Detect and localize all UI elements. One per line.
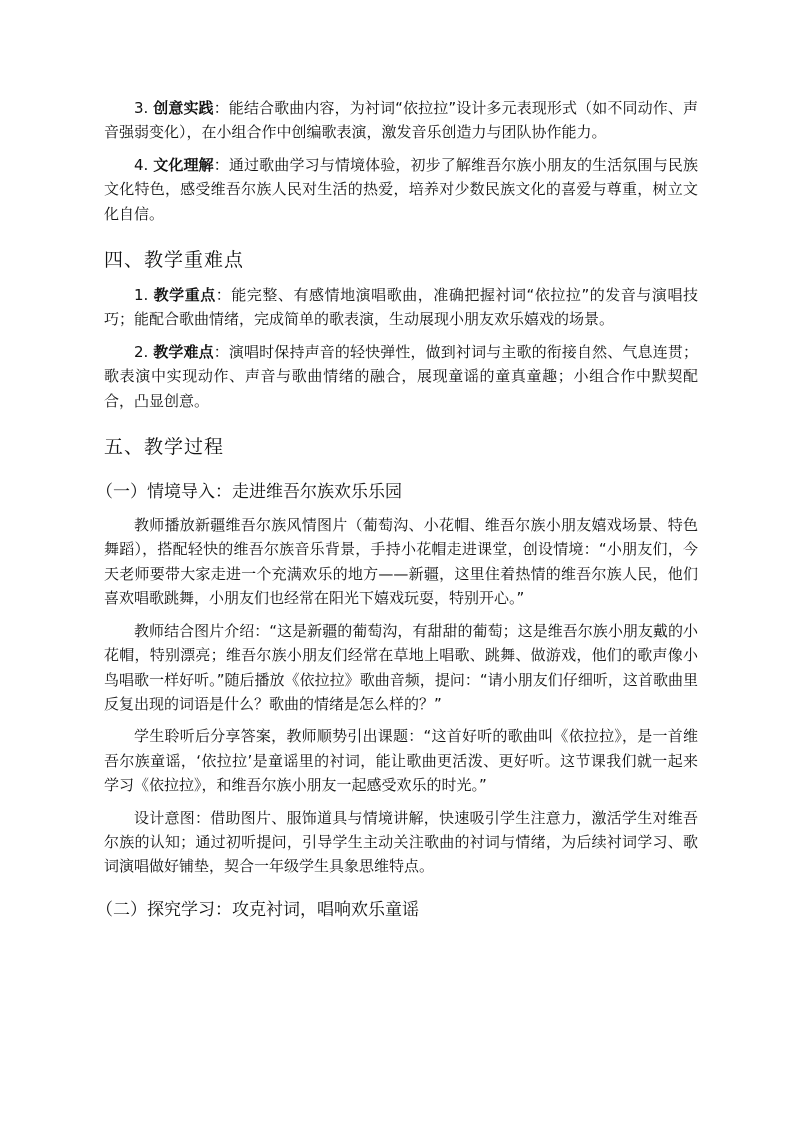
paragraph: 学生聆听后分享答案，教师顺势引出课题：“这首好听的歌曲叫《依拉拉》，是一首维吾尔族童谣，‘依拉拉’是童谣里的衬词，能让歌曲更活泼、更好听。这节课我们就一起来学习《依拉拉》，和维吾尔族小朋友一起感受欢乐的时光。”	[104, 727, 698, 795]
paragraph-teaching-focus	[104, 283, 698, 332]
subsection-heading-situation-intro: （一）情境导入：走进维吾尔族欢乐乐园	[96, 482, 402, 503]
subsection-heading-exploration: （二）探究学习：攻克衬词，唱响欢乐童谣	[96, 899, 419, 920]
item-text: ：能结合歌曲内容，为衬词“依拉拉”设计多元表现形式（如不同动作、声音强弱变化），在小组合作中创编歌表演，激发音乐创造力与团队协作能力。	[104, 99, 698, 142]
section-heading-key-points: 四、教学重难点	[104, 249, 245, 272]
item-number: 1.	[134, 286, 154, 305]
item-number: 2.	[134, 342, 154, 361]
item-text: ：演唱时保持声音的轻快弹性，做到衬词与主歌的衔接自然、气息连贯；歌表演中实现动作、声音与歌曲情绪的融合，展现童谣的童真童趣；小组合作中默契配合，凸显创意。	[104, 342, 698, 410]
item-number: 4.	[134, 155, 154, 174]
item-text: ：能完整、有感情地演唱歌曲，准确把握衬词“依拉拉”的发音与演唱技巧；能配合歌曲情绪，完成简单的歌表演，生动展现小朋友欢乐嬉戏的场景。	[104, 286, 698, 329]
paragraph-cultural-understanding	[104, 153, 698, 226]
item-label: 教学重点	[153, 286, 216, 305]
section-heading-teaching-process: 五、教学过程	[104, 436, 225, 459]
paragraph-design-intent: 设计意图：借助图片、服饰道具与情境讲解，快速吸引学生注意力，激活学生对维吾尔族的认知；通过初听提问，引导学生主动关注歌曲的衬词与情绪，为后续衬词学习、歌词演唱做好铺垫，契合一年级学生具象思维特点。	[104, 808, 698, 876]
item-label: 教学难点	[153, 342, 214, 361]
paragraph-teaching-difficulty	[104, 340, 698, 413]
paragraph: 教师结合图片介绍：“这是新疆的葡萄沟，有甜甜的葡萄；这是维吾尔族小朋友戴的小花帽，特别漂亮；维吾尔族小朋友们经常在草地上唱歌、跳舞、做游戏，他们的歌声像小鸟唱歌一样好听。”随后播放《依拉拉》歌曲音频，提问：“请小朋友们仔细听，这首歌曲里反复出现的词语是什么？歌曲的情绪是怎么样的？”	[104, 621, 698, 713]
item-text: ：通过歌曲学习与情境体验，初步了解维吾尔族小朋友的生活氛围与民族文化特色，感受维吾尔族人民对生活的热爱，培养对少数民族文化的喜爱与尊重，树立文化自信。	[104, 155, 698, 223]
item-number: 3.	[134, 99, 154, 117]
item-label: 文化理解	[153, 155, 214, 174]
item-label: 创意实践	[153, 99, 214, 117]
paragraph-creative-practice	[104, 96, 698, 145]
document-page	[96, 96, 698, 931]
paragraph: 教师播放新疆维吾尔族风情图片（葡萄沟、小花帽、维吾尔族小朋友嬉戏场景、特色舞蹈），搭配轻快的维吾尔族音乐背景，手持小花帽走进课堂，创设情境：“小朋友们，今天老师要带大家走进一个充满欢乐的地方——新疆，这里住着热情的维吾尔族人民，他们喜欢唱歌跳舞，小朋友们也经常在阳光下嬉戏玩耍，特别开心。”	[104, 516, 698, 608]
